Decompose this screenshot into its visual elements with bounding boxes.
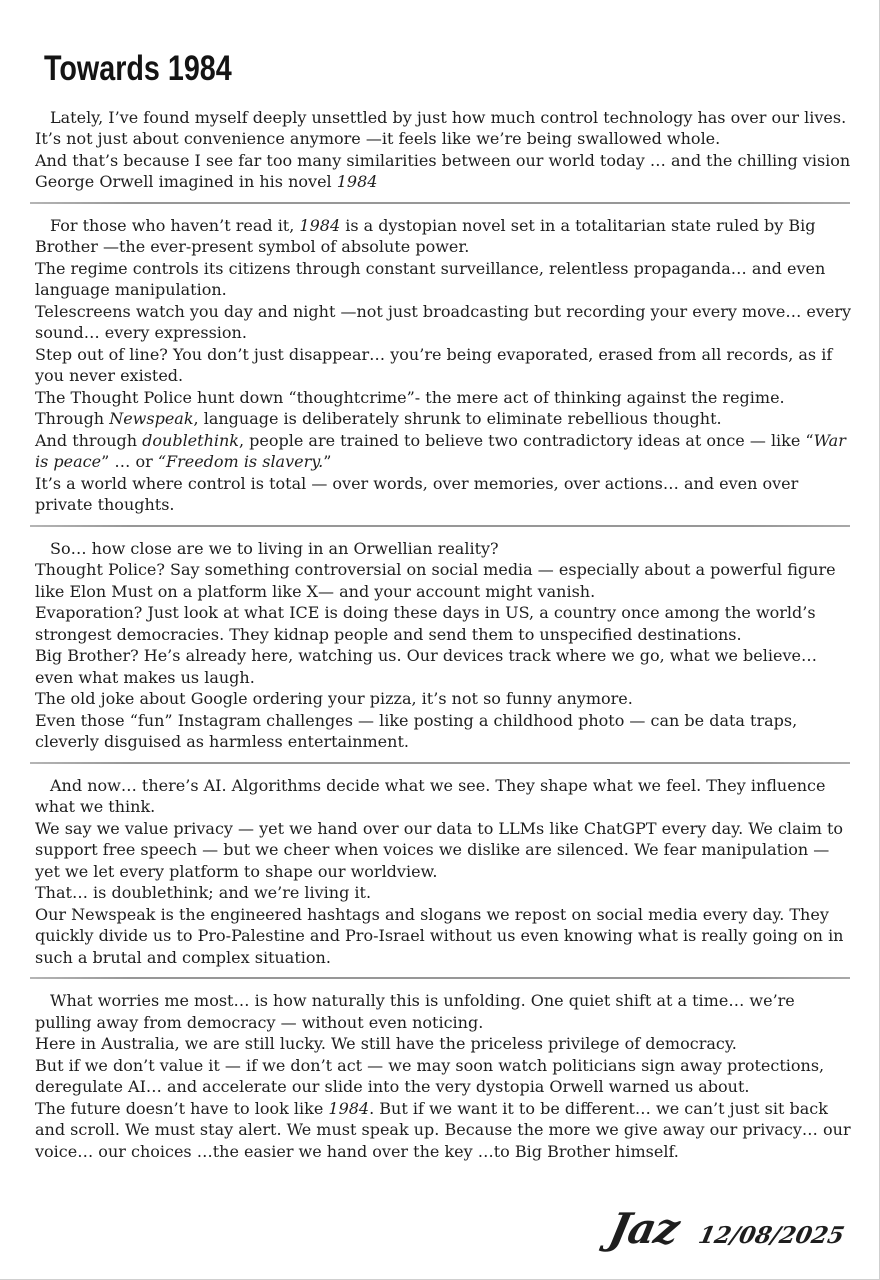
paragraph: For those who haven’t read it, 1984 is a dystopian novel set in a totalitarian state ruled by Big Brother —the ever-present symbol of absolute power. [35,215,816,256]
essay-sections [35,107,852,1163]
paragraph: Our Newspeak is the engineered hashtags and slogans we repost on social media every day. They quickly divide us to Pro-Palestine and Pro-Israel without us even knowing what is really going on in such a brutal and complex situation. [35,904,844,967]
paragraph: The future doesn’t have to look like 1984. But if we want it to be different… we can’t just sit back and scroll. We must stay alert. We must speak up. Because the more we give away our privacy… our voice… our choices …the easier we hand over the key …to Big Brother himself. [35,1098,851,1161]
paragraph: It’s a world where control is total — over words, over memories, over actions… and even over private thoughts. [35,473,799,514]
section-divider [30,762,850,764]
paragraph: Through Newspeak, language is deliberately shrunk to eliminate rebellious thought. [35,409,722,428]
essay-section [35,538,852,753]
essay-section [35,775,852,969]
signature-name: Jaz [604,1204,684,1253]
page-title: Towards 1984 [44,49,232,88]
paragraph: And that’s because I see far too many similarities between our world today … and the chilling vision George Orwell imagined in his novel 1984 [35,150,851,191]
paragraph: Evaporation? Just look at what ICE is doing these days in US, a country once among the world’s strongest democracies. They kidnap people and send them to unspecified destinations. [35,603,816,644]
paragraph: What worries me most… is how naturally this is unfolding. One quiet shift at a time… we’re pulling away from democracy — without even noticing. [35,991,795,1032]
paragraph: But if we don’t value it — if we don’t act — we may soon watch politicians sign away protections, deregulate AI… and accelerate our slide into the very dystopia Orwell warned us about. [35,1055,825,1096]
section-divider [30,977,850,979]
paragraph: Lately, I’ve found myself deeply unsettled by just how much control technology has over our lives. [50,107,847,127]
paragraph: The regime controls its citizens through constant surveillance, relentless propaganda… and even language manipulation. [35,258,826,299]
paragraph: And now… there’s AI. Algorithms decide what we see. They shape what we feel. They influence what we think. [35,775,826,816]
paragraph: That… is doublethink; and we’re living it. [35,883,372,902]
paragraph: Telescreens watch you day and night —not just broadcasting but recording your every move… every sound… every expression. [35,301,852,342]
section-divider [30,202,850,204]
paragraph: And through doublethink, people are trained to believe two contradictory ideas at once — like “War is peace” … or “Freedom is slavery.” [35,430,846,471]
signature-date: 12/08/2025 [696,1222,847,1249]
paragraph: The Thought Police hunt down “thoughtcrime”- the mere act of thinking against the regime. [35,387,785,407]
essay-section [35,215,852,516]
paragraph: Big Brother? He’s already here, watching us. Our devices track where we go, what we believe… even what makes us laugh. [35,646,817,687]
paragraph: The old joke about Google ordering your pizza, it’s not so funny anymore. [35,689,633,708]
paragraph: So… how close are we to living in an Orwellian reality? [50,538,499,558]
paragraph: It’s not just about convenience anymore —it feels like we’re being swallowed whole. [35,129,721,148]
paragraph: Here in Australia, we are still lucky. We still have the priceless privilege of democracy. [35,1034,737,1053]
essay-section [35,990,852,1162]
paragraph: Even those “fun” Instagram challenges — like posting a childhood photo — can be data traps, cleverly disguised as harmless entertainment. [35,710,798,751]
paragraph: Thought Police? Say something controversial on social media — especially about a powerful figure like Elon Must on a platform like X— and your account might vanish. [35,560,836,601]
signature [35,1204,852,1253]
section-divider [30,525,850,527]
paragraph: We say we value privacy — yet we hand over our data to LLMs like ChatGPT every day. We claim to support free speech — but we cheer when voices we dislike are silenced. We fear manipulation — yet we let every platform to shape our worldview. [35,818,844,881]
paragraph: Step out of line? You don’t just disappear… you’re being evaporated, erased from all records, as if you never existed. [35,344,833,385]
essay-section [35,107,852,193]
